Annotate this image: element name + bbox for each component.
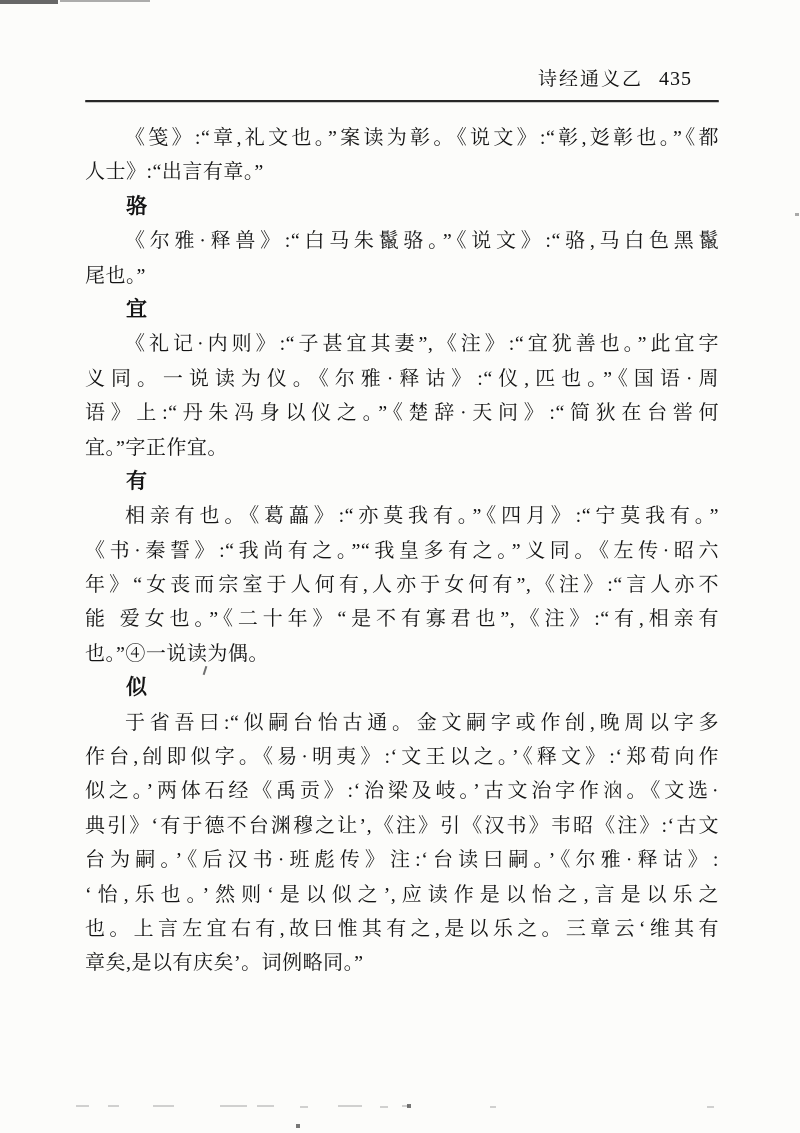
text-line: 人士》:“出言有章。” (85, 161, 264, 184)
scan-dash-artifact (707, 1106, 714, 1108)
text-line: 典引》‘有于德不台渊穆之让’,《注》引《汉书》韦昭《注》:‘古文 (85, 814, 719, 837)
section-heading: 似 (126, 676, 148, 700)
scan-dash-artifact (380, 1106, 388, 1108)
scan-speck (407, 1104, 411, 1108)
scan-speck (296, 1124, 300, 1128)
page-number: 435 (659, 68, 692, 90)
section-heading: 宜 (126, 297, 148, 321)
text-line: 《笺》:“章,礼文也。”案读为彰。《说文》:“彰,彣彰也。”《都 (125, 127, 719, 149)
scan-dash-artifact (300, 1106, 308, 1108)
text-line: 也。”④一说读为偶。 (85, 642, 269, 665)
scan-dash-artifact (338, 1105, 362, 1107)
text-line: 年》“女丧而宗室于人何有,人亦于女何有”,《注》:“言人亦不 (85, 574, 719, 597)
text-line: 《礼记·内则》:“子甚宜其妻”,《注》:“宜犹善也。”此宜字 (125, 333, 719, 356)
text-line: 相亲有也。《葛藟》:“亦莫我有。”《四月》:“宁莫我有。” (125, 505, 719, 528)
book-title: 诗经通义乙 (537, 69, 643, 90)
text-line: 章矣,是以有庆矣’。词例略同。” (85, 952, 364, 975)
text-line: 作台,刣即似字。《易·明夷》:‘文王以之。’《释文》:‘郑荀向作 (85, 746, 719, 769)
text-line: 义同。一说读为仪。《尔雅·释诂》:“仪,匹也。”《国语·周 (85, 367, 719, 390)
scan-dash-artifact (108, 1105, 119, 1107)
section-heading: 骆 (126, 194, 148, 218)
scan-dash-artifact (153, 1105, 174, 1107)
scan-speck (795, 213, 799, 216)
scan-dash-artifact (76, 1105, 89, 1107)
text-line: 也。上言左宜右有,故曰惟其有之,是以乐之。三章云‘维其有 (85, 917, 719, 940)
scan-edge-artifact (60, 0, 150, 2)
text-line: 语》上:“丹朱冯身以仪之。”《楚辞·天问》:“简狄在台喾何 (85, 402, 719, 425)
text-line: 台为嗣。’《后汉书·班彪传》注:‘台读曰嗣。’《尔雅·释诂》: (85, 849, 719, 872)
text-line: 能 爱女也。”《二十年》“是不有寡君也”,《注》:“有,相亲有 (85, 608, 719, 631)
text-line: 于省吾曰:“似嗣台怡古通。金文嗣字或作刣,晚周以字多 (125, 711, 719, 734)
scan-dash-artifact (220, 1105, 247, 1107)
text-line: 似之。’两体石经《禹贡》:‘治梁及岐。’古文治字作𣳦。《文选· (85, 780, 719, 803)
text-body (85, 121, 719, 981)
scan-edge-artifact (0, 0, 58, 4)
text-line: 《书·秦誓》:“我尚有之。”“我皇多有之。”义同。《左传·昭六 (85, 539, 719, 562)
section-heading: 有 (126, 469, 148, 493)
header-rule (85, 100, 719, 102)
running-head (538, 64, 692, 91)
scan-dash-artifact (490, 1106, 496, 1108)
text-line: 《尔雅·释兽》:“白马朱鬣骆。”《说文》:“骆,马白色黑鬣 (125, 230, 719, 253)
text-line: ‘怡,乐也。’然则‘是以似之’,应读作是以怡之,言是以乐之 (85, 883, 719, 906)
scan-dash-artifact (257, 1105, 274, 1107)
text-line: 尾也。” (85, 264, 146, 287)
text-line: 宜。”字正作宜。 (85, 436, 228, 459)
